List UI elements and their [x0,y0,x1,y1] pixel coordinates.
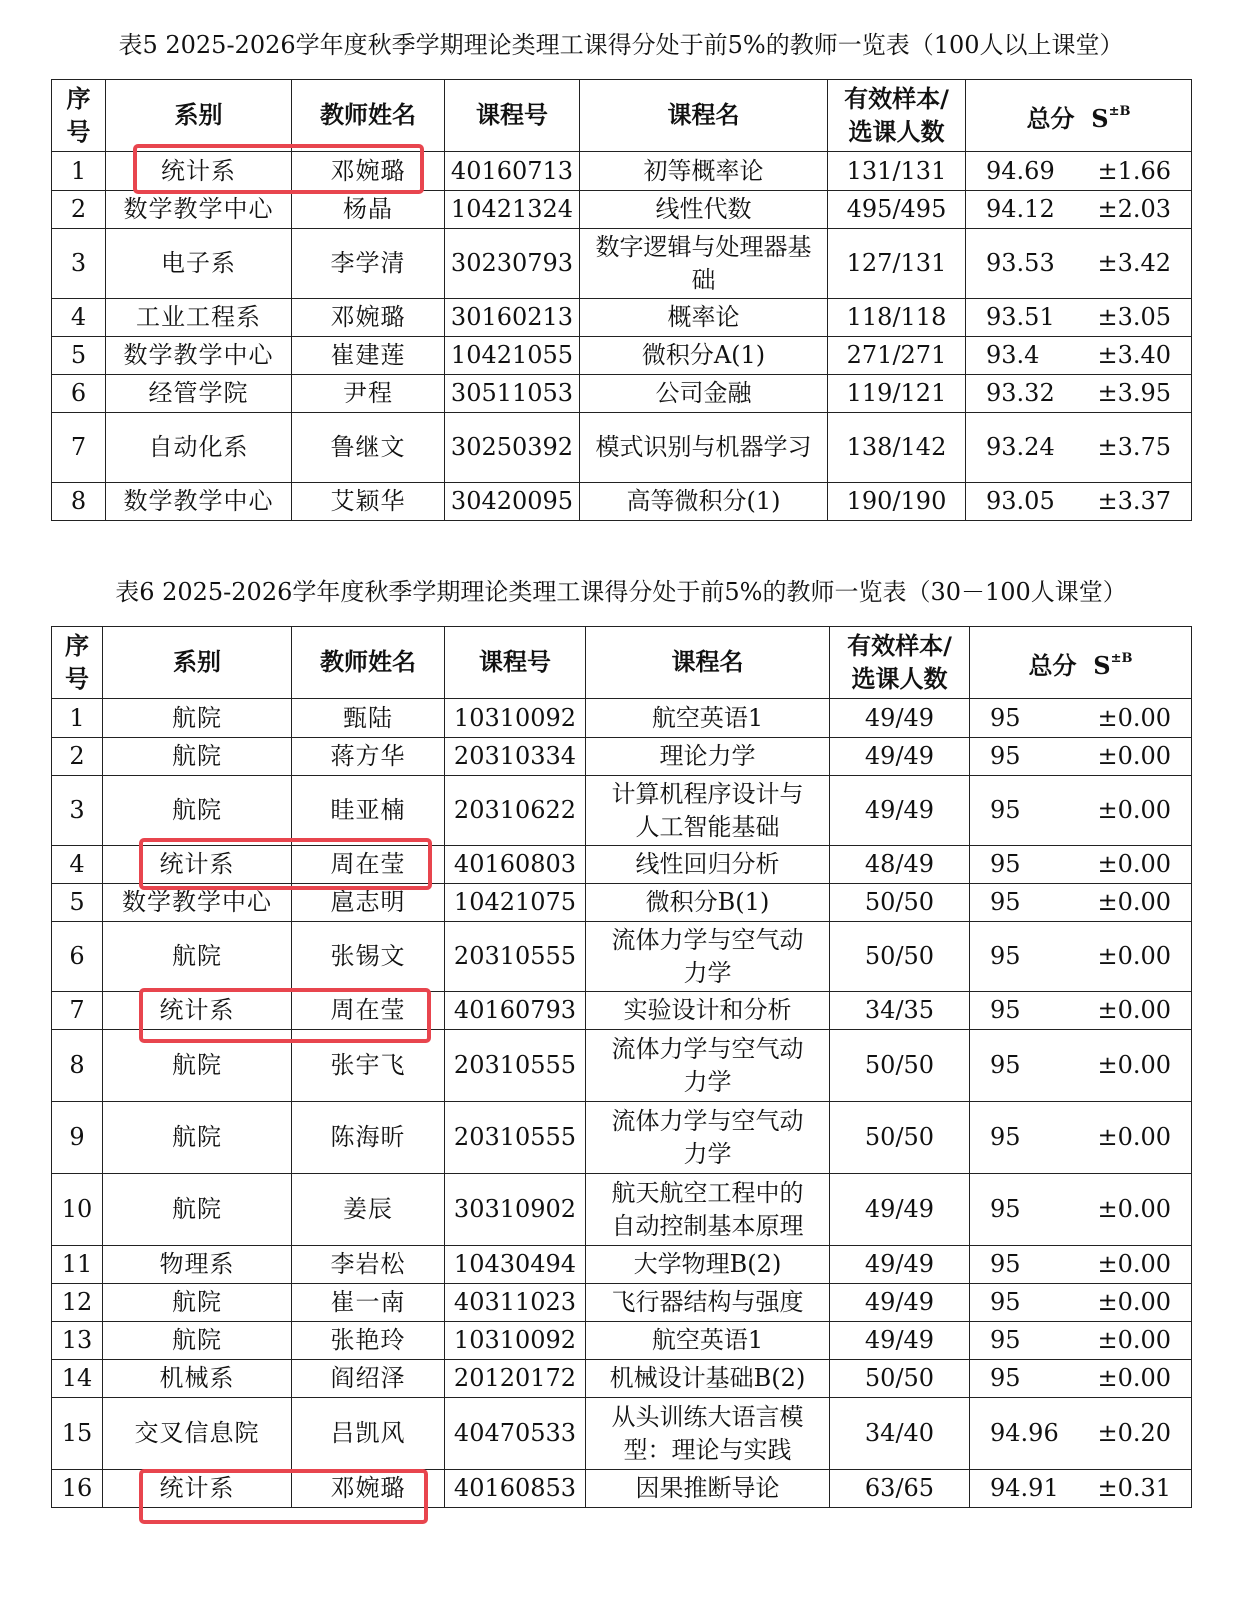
header-seq: 序 号 [52,627,103,699]
score-pm: ±1.66 [1097,156,1171,185]
cell-score [970,1398,1192,1470]
table-row [52,992,1192,1030]
table-row [52,152,1192,191]
cell-course-no: 30420095 [445,483,580,521]
cell-dept: 机械系 [103,1360,292,1398]
cell-teacher: 艾颖华 [292,483,445,521]
score-value: 95 [990,850,1021,878]
cell-course-name: 计算机程序设计与人工智能基础 [586,776,830,846]
cell-dept: 数学教学中心 [103,884,292,922]
cell-course-no: 20310555 [445,1030,586,1102]
cell-teacher: 邓婉璐 [292,1470,445,1508]
score-value: 94.12 [986,195,1055,223]
cell-sample: 48/49 [830,846,970,884]
cell-course-name: 公司金融 [580,375,828,413]
cell-course-name: 高等微积分(1) [580,483,828,521]
score-value: 94.91 [990,1474,1059,1502]
cell-course-name: 概率论 [580,299,828,337]
cell-sample: 118/118 [828,299,966,337]
cell-score [966,229,1192,299]
cell-course-name: 航天航空工程中的自动控制基本原理 [586,1174,830,1246]
table-row [52,884,1192,922]
score-value: 93.53 [986,249,1055,277]
cell-teacher: 陈海昕 [292,1102,445,1174]
table-row [52,1322,1192,1360]
cell-sample: 34/35 [830,992,970,1030]
cell-course-name: 初等概率论 [580,152,828,191]
cell-course-no: 10310092 [445,699,586,738]
cell-sample: 190/190 [828,483,966,521]
cell-seq: 4 [52,299,106,337]
header-course-no: 课程号 [445,80,580,152]
cell-course-no: 40160793 [445,992,586,1030]
header-course-no: 课程号 [445,627,586,699]
cell-course-name: 流体力学与空气动力学 [586,1102,830,1174]
cell-score [966,152,1192,191]
header-s-label: $S^{\pm B}$ [1093,651,1133,680]
cell-score [966,413,1192,483]
header-score [970,627,1192,699]
score-pm: ±0.00 [1097,1195,1171,1223]
cell-teacher: 周在莹 [292,846,445,884]
score-value: 95 [990,888,1021,916]
score-pm: ±3.95 [1097,379,1171,407]
cell-dept: 航院 [103,1030,292,1102]
score-value: 95 [990,996,1021,1024]
cell-dept: 交叉信息院 [103,1398,292,1470]
cell-course-no: 20310555 [445,922,586,992]
cell-score [970,1246,1192,1284]
cell-teacher: 张锡文 [292,922,445,992]
score-pm: ±0.00 [1097,1288,1171,1316]
score-value: 93.32 [986,379,1055,407]
header-dept: 系别 [103,627,292,699]
table-row [52,738,1192,776]
score-value: 93.24 [986,433,1055,461]
cell-course-name: 航空英语1 [586,1322,830,1360]
score-value: 95 [990,796,1021,824]
header-sample: 有效样本/ 选课人数 [830,627,970,699]
table-row [52,1174,1192,1246]
table-row [52,413,1192,483]
table-row [52,846,1192,884]
cell-teacher: 张艳玲 [292,1322,445,1360]
header-course-name: 课程名 [586,627,830,699]
score-pm: ±0.00 [1097,850,1171,878]
score-value: 95 [990,1051,1021,1079]
cell-course-no: 10421324 [445,191,580,229]
cell-course-name: 大学物理B(2) [586,1246,830,1284]
cell-sample: 127/131 [828,229,966,299]
cell-seq: 13 [52,1322,103,1360]
score-value: 95 [990,1123,1021,1151]
table-row [52,1284,1192,1322]
cell-course-name: 微积分A(1) [580,337,828,375]
cell-course-no: 30230793 [445,229,580,299]
cell-teacher: 崔建莲 [292,337,445,375]
cell-score [970,1030,1192,1102]
cell-seq: 7 [52,413,106,483]
cell-course-name: 因果推断导论 [586,1470,830,1508]
cell-course-no: 10421055 [445,337,580,375]
score-value: 93.05 [986,487,1055,515]
cell-score [970,922,1192,992]
cell-dept: 自动化系 [106,413,292,483]
cell-dept: 物理系 [103,1246,292,1284]
cell-dept: 航院 [103,738,292,776]
cell-score [970,1284,1192,1322]
cell-score [966,191,1192,229]
table5-header-row [52,80,1192,152]
cell-course-name: 航空英语1 [586,699,830,738]
score-pm: ±0.00 [1097,1326,1171,1354]
cell-seq: 7 [52,992,103,1030]
cell-course-name: 微积分B(1) [586,884,830,922]
header-teacher: 教师姓名 [292,627,445,699]
score-value: 94.96 [990,1419,1059,1447]
cell-course-name: 从头训练大语言模型：理论与实践 [586,1398,830,1470]
cell-dept: 经管学院 [106,375,292,413]
table5 [51,79,1192,521]
cell-seq: 9 [52,1102,103,1174]
cell-course-name: 线性回归分析 [586,846,830,884]
cell-sample: 119/121 [828,375,966,413]
cell-course-name: 实验设计和分析 [586,992,830,1030]
cell-teacher: 姜辰 [292,1174,445,1246]
score-pm: ±0.00 [1097,1123,1171,1151]
cell-course-name: 流体力学与空气动力学 [586,922,830,992]
cell-seq: 12 [52,1284,103,1322]
cell-dept: 数学教学中心 [106,337,292,375]
cell-teacher: 邓婉璐 [292,152,445,191]
cell-score [970,699,1192,738]
header-score-label: 总分 [1026,105,1075,133]
cell-sample: 50/50 [830,1030,970,1102]
cell-score [970,884,1192,922]
cell-course-name: 数字逻辑与处理器基础 [580,229,828,299]
score-pm: ±0.00 [1097,996,1171,1024]
cell-course-no: 30310902 [445,1174,586,1246]
cell-score [966,337,1192,375]
table-row [52,1360,1192,1398]
cell-course-no: 30511053 [445,375,580,413]
cell-teacher: 甄陆 [292,699,445,738]
table-row [52,191,1192,229]
score-pm: ±0.00 [1097,796,1171,824]
table-row [52,699,1192,738]
cell-course-name: 流体力学与空气动力学 [586,1030,830,1102]
cell-sample: 49/49 [830,1174,970,1246]
cell-seq: 6 [52,375,106,413]
table-row [52,1030,1192,1102]
cell-score [970,738,1192,776]
cell-teacher: 扈志明 [292,884,445,922]
table6 [51,626,1192,1508]
table-row [52,299,1192,337]
cell-seq: 11 [52,1246,103,1284]
cell-sample: 49/49 [830,738,970,776]
score-pm: ±0.00 [1097,1364,1171,1392]
cell-teacher: 崔一南 [292,1284,445,1322]
table-row [52,1398,1192,1470]
header-teacher: 教师姓名 [292,80,445,152]
table-row [52,337,1192,375]
cell-course-name: 理论力学 [586,738,830,776]
cell-seq: 5 [52,337,106,375]
score-value: 95 [990,703,1021,732]
cell-score [970,1360,1192,1398]
cell-dept: 航院 [103,1322,292,1360]
cell-seq: 10 [52,1174,103,1246]
score-value: 95 [990,1326,1021,1354]
cell-sample: 138/142 [828,413,966,483]
cell-course-no: 40470533 [445,1398,586,1470]
cell-sample: 63/65 [830,1470,970,1508]
cell-course-no: 40160853 [445,1470,586,1508]
table5-caption: 表5 2025-2026学年度秋季学期理论类理工课得分处于前5%的教师一览表（100人以上课堂） [118,31,1124,59]
cell-teacher: 尹程 [292,375,445,413]
header-course-name: 课程名 [580,80,828,152]
cell-sample: 50/50 [830,1360,970,1398]
cell-course-no: 10421075 [445,884,586,922]
cell-teacher: 蒋方华 [292,738,445,776]
cell-course-name: 模式识别与机器学习 [580,413,828,483]
cell-score [966,375,1192,413]
cell-score [970,846,1192,884]
cell-teacher: 李岩松 [292,1246,445,1284]
cell-sample: 49/49 [830,1284,970,1322]
cell-dept: 航院 [103,922,292,992]
cell-dept: 工业工程系 [106,299,292,337]
score-value: 93.51 [986,303,1055,331]
score-pm: ±3.40 [1097,341,1171,369]
cell-sample: 50/50 [830,1102,970,1174]
cell-seq: 6 [52,922,103,992]
cell-course-no: 20310334 [445,738,586,776]
cell-score [970,776,1192,846]
score-pm: ±0.00 [1097,703,1171,732]
score-pm: ±3.75 [1097,433,1171,461]
cell-dept: 航院 [103,776,292,846]
cell-seq: 8 [52,483,106,521]
table-row [52,1102,1192,1174]
score-value: 95 [990,942,1021,970]
cell-score [970,1322,1192,1360]
cell-course-name: 机械设计基础B(2) [586,1360,830,1398]
header-score-label: 总分 [1028,652,1077,680]
header-s-label: $S^{\pm B}$ [1091,104,1131,133]
cell-teacher: 邓婉璐 [292,299,445,337]
cell-score [970,1102,1192,1174]
score-value: 94.69 [986,156,1055,185]
cell-course-no: 20310622 [445,776,586,846]
score-value: 95 [990,1364,1021,1392]
cell-course-no: 30160213 [445,299,580,337]
cell-seq: 2 [52,191,106,229]
cell-course-name: 线性代数 [580,191,828,229]
cell-dept: 统计系 [103,846,292,884]
score-pm: ±0.00 [1097,1051,1171,1079]
score-value: 93.4 [986,341,1040,369]
score-pm: ±0.20 [1097,1419,1171,1447]
cell-score [966,299,1192,337]
cell-sample: 49/49 [830,1322,970,1360]
cell-teacher: 张宇飞 [292,1030,445,1102]
score-value: 95 [990,1250,1021,1278]
cell-course-no: 30250392 [445,413,580,483]
table-row [52,1470,1192,1508]
table-row [52,1246,1192,1284]
cell-teacher: 眭亚楠 [292,776,445,846]
cell-course-no: 40160713 [445,152,580,191]
cell-dept: 航院 [103,1284,292,1322]
table-row [52,922,1192,992]
score-pm: ±3.05 [1097,303,1171,331]
cell-dept: 数学教学中心 [106,483,292,521]
cell-dept: 数学教学中心 [106,191,292,229]
cell-score [970,1174,1192,1246]
cell-course-no: 20310555 [445,1102,586,1174]
score-pm: ±0.00 [1097,942,1171,970]
cell-sample: 131/131 [828,152,966,191]
cell-dept: 统计系 [106,152,292,191]
cell-course-no: 40160803 [445,846,586,884]
cell-score [966,483,1192,521]
cell-sample: 49/49 [830,776,970,846]
cell-score [970,992,1192,1030]
cell-teacher: 李学清 [292,229,445,299]
cell-sample: 50/50 [830,922,970,992]
table-row [52,229,1192,299]
header-seq: 序 号 [52,80,106,152]
cell-seq: 1 [52,152,106,191]
table-row [52,375,1192,413]
cell-dept: 航院 [103,1102,292,1174]
cell-dept: 统计系 [103,992,292,1030]
cell-teacher: 鲁继文 [292,413,445,483]
score-value: 95 [990,1195,1021,1223]
table6-caption: 表6 2025-2026学年度秋季学期理论类理工课得分处于前5%的教师一览表（30－100人课堂） [115,578,1127,606]
score-pm: ±0.00 [1097,742,1171,770]
table6-header-row [52,627,1192,699]
cell-sample: 50/50 [830,884,970,922]
cell-teacher: 吕凯风 [292,1398,445,1470]
cell-teacher: 阎绍泽 [292,1360,445,1398]
score-value: 95 [990,1288,1021,1316]
cell-sample: 49/49 [830,1246,970,1284]
cell-seq: 2 [52,738,103,776]
score-pm: ±0.00 [1097,888,1171,916]
cell-sample: 49/49 [830,699,970,738]
cell-seq: 5 [52,884,103,922]
cell-sample: 271/271 [828,337,966,375]
cell-seq: 1 [52,699,103,738]
cell-seq: 15 [52,1398,103,1470]
cell-course-no: 40311023 [445,1284,586,1322]
cell-seq: 16 [52,1470,103,1508]
score-pm: ±0.00 [1097,1250,1171,1278]
cell-teacher: 周在莹 [292,992,445,1030]
cell-seq: 14 [52,1360,103,1398]
header-score [966,80,1192,152]
cell-score [970,1470,1192,1508]
cell-dept: 统计系 [103,1470,292,1508]
cell-course-no: 20120172 [445,1360,586,1398]
cell-sample: 495/495 [828,191,966,229]
score-value: 95 [990,742,1021,770]
cell-course-no: 10310092 [445,1322,586,1360]
score-pm: ±3.42 [1097,249,1171,277]
header-dept: 系别 [106,80,292,152]
cell-seq: 4 [52,846,103,884]
cell-sample: 34/40 [830,1398,970,1470]
cell-seq: 8 [52,1030,103,1102]
table-row [52,776,1192,846]
score-pm: ±2.03 [1097,195,1171,223]
header-sample: 有效样本/ 选课人数 [828,80,966,152]
cell-dept: 电子系 [106,229,292,299]
score-pm: ±3.37 [1097,487,1171,515]
cell-course-name: 飞行器结构与强度 [586,1284,830,1322]
cell-teacher: 杨晶 [292,191,445,229]
cell-dept: 航院 [103,1174,292,1246]
cell-seq: 3 [52,776,103,846]
cell-seq: 3 [52,229,106,299]
cell-course-no: 10430494 [445,1246,586,1284]
score-pm: ±0.31 [1097,1474,1171,1502]
table-row [52,483,1192,521]
cell-dept: 航院 [103,699,292,738]
